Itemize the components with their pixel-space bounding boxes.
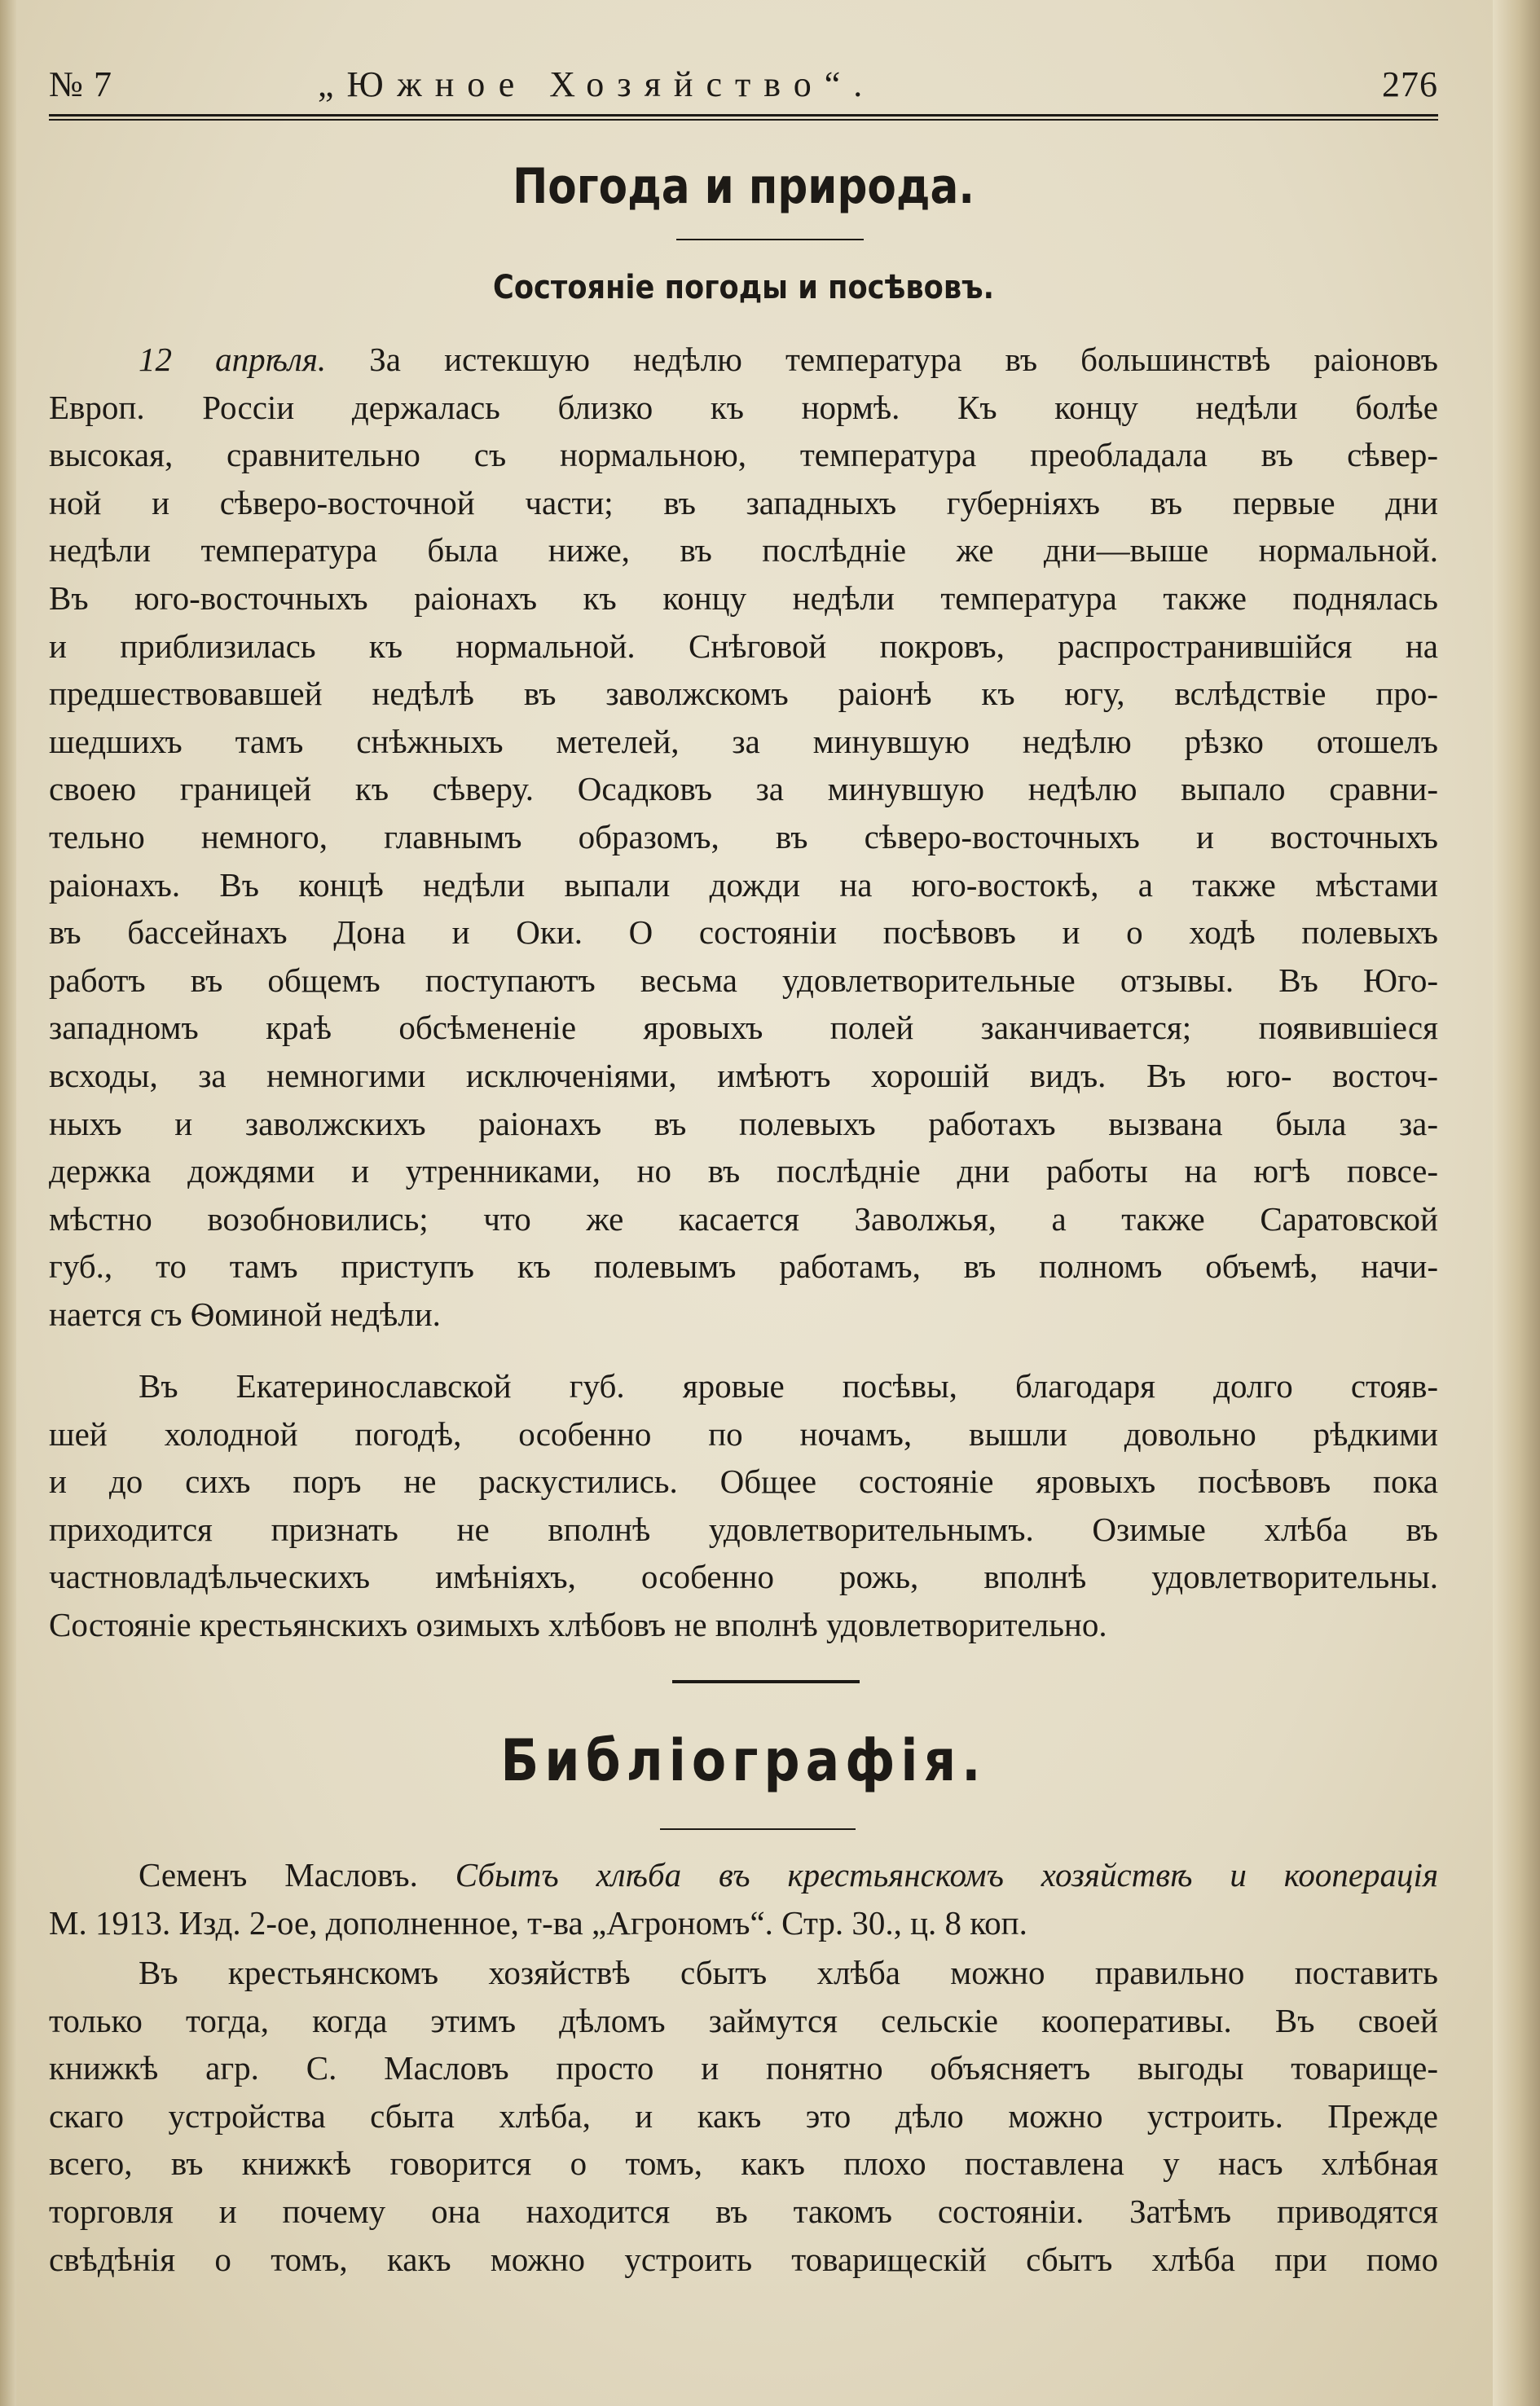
running-head — [49, 64, 1438, 112]
weather-paragraph-1 — [49, 336, 1438, 1338]
report-date: 12 апрѣля. — [139, 341, 327, 378]
paragraph-line: торговля и почему она находится въ такомъ состояніи. Затѣмъ приводятся — [49, 2192, 1438, 2230]
paragraph-line: только тогда, когда этимъ дѣломъ займутся сельскіе кооперативы. Въ своей — [49, 2001, 1438, 2039]
paragraph-line: шей холодной погодѣ, особенно по ночамъ, вышли довольно рѣдкими — [49, 1414, 1438, 1453]
paragraph-line: приходится признать не вполнѣ удовлетворительнымъ. Озимые хлѣба въ — [49, 1510, 1438, 1548]
paragraph-line: всходы, за немногими исключеніями, имѣютъ хорошій видъ. Въ юго- восточ- — [49, 1056, 1438, 1094]
page-left-shadow — [0, 0, 16, 2406]
issue-number: № 7 — [49, 64, 112, 104]
paragraph-line: скаго устройства сбыта хлѣба, и какъ это дѣло можно устроить. Прежде — [49, 2096, 1438, 2135]
paragraph-line: своею границей къ сѣверу. Осадковъ за минувшую недѣлю выпало сравни- — [49, 770, 1438, 808]
book-author: Семенъ Масловъ. — [139, 1856, 418, 1894]
paragraph-line: частновладѣльческихъ имѣніяхъ, особенно рожь, вполнѣ удовлетворительны. — [49, 1558, 1438, 1596]
paragraph-line: 12 апрѣля. За истекшую недѣлю температура въ большинствѣ раіоновъ — [139, 341, 1438, 378]
paragraph-line: Въ юго-восточныхъ раіонахъ къ концу недѣли температура также поднялась — [49, 578, 1438, 617]
book-citation — [49, 1851, 1438, 1946]
paragraph-line: мѣстно возобновились; что же касается Заволжья, а также Саратовской — [49, 1199, 1438, 1238]
paragraph-line: раіонахъ. Въ концѣ недѣли выпали дожди на юго-востокѣ, а также мѣстами — [49, 865, 1438, 904]
weather-paragraph-2 — [49, 1362, 1438, 1649]
paragraph-line: предшествовавшей недѣлѣ въ заволжскомъ раіонѣ къ югу, вслѣдствіе про- — [49, 675, 1438, 713]
page-binding-edge — [1493, 0, 1540, 2406]
section-separator-rule — [672, 1680, 860, 1683]
paragraph-line: тельно немного, главнымъ образомъ, въ сѣверо-восточныхъ и восточныхъ — [49, 817, 1438, 856]
paragraph-line: Въ крестьянскомъ хозяйствѣ сбытъ хлѣба можно правильно поставить — [139, 1954, 1438, 1991]
title-underline-rule — [676, 239, 864, 240]
header-rule — [49, 114, 1438, 117]
header-rule-thin — [49, 119, 1438, 121]
paragraph-line: недѣли температура была ниже, въ послѣдніе же дни—выше нормальной. — [49, 531, 1438, 570]
paragraph-line: Состояніе крестьянскихъ озимыхъ хлѣбовъ не вполнѣ удовлетворительно. — [49, 1605, 1107, 1643]
subtitle-weather-crops: Состояніе погоды и посѣвовъ. — [493, 269, 994, 306]
title-underline-rule — [660, 1828, 856, 1830]
paragraph-line: работъ въ общемъ поступаютъ весьма удовлетворительные отзывы. Въ Юго- — [49, 961, 1438, 999]
page-number: 276 — [1382, 64, 1438, 104]
citation-line — [49, 1851, 1438, 1899]
paragraph-line: держка дождями и утренниками, но въ послѣдніе дни работы на югѣ повсе- — [49, 1152, 1438, 1190]
paragraph-line: свѣдѣнія о томъ, какъ можно устроить товарищескій сбытъ хлѣба при помо — [49, 2240, 1438, 2278]
section-title-bibliography: Библіографія. — [500, 1727, 987, 1794]
paragraph-line: и до сихъ поръ не раскустились. Общее состояніе яровыхъ посѣвовъ пока — [49, 1463, 1438, 1501]
book-title: Сбытъ хлѣба въ крестьянскомъ хозяйствѣ и кооперація — [455, 1856, 1439, 1894]
paragraph-line: высокая, сравнительно съ нормальною, температура преобладала въ сѣвер- — [49, 436, 1438, 474]
paragraph-line: западномъ краѣ обсѣмененіе яровыхъ полей заканчивается; появившіеся — [49, 1009, 1438, 1047]
book-details: М. 1913. Изд. 2-ое, дополненное, т-ва „Агрономъ“. Стр. 30., ц. 8 коп. — [49, 1903, 1027, 1942]
paragraph-line: Европ. Россіи держалась близко къ нормѣ. Къ концу недѣли болѣе — [49, 388, 1438, 426]
paragraph-line: нается съ Ѳоминой недѣли. — [49, 1295, 441, 1333]
paragraph-line: всего, въ книжкѣ говорится о томъ, какъ плохо поставлена у насъ хлѣбная — [49, 2144, 1438, 2183]
paragraph-line: въ бассейнахъ Дона и Оки. О состояніи посѣвовъ и о ходѣ полевыхъ — [49, 913, 1438, 952]
paragraph-line: ной и сѣверо-восточной части; въ западныхъ губерніяхъ въ первые дни — [49, 483, 1438, 521]
paragraph-line: шедшихъ тамъ снѣжныхъ метелей, за минувшую недѣлю рѣзко отошелъ — [49, 722, 1438, 760]
paragraph-line: и приблизилась къ нормальной. Снѣговой покровъ, распространившійся на — [49, 627, 1438, 665]
paragraph-line: ныхъ и заволжскихъ раіонахъ въ полевыхъ работахъ вызвана была за- — [49, 1104, 1438, 1142]
paragraph-line: книжкѣ агр. С. Масловъ просто и понятно объясняетъ выгоды товарище- — [49, 2049, 1438, 2087]
paragraph-line: губ., то тамъ приступъ къ полевымъ работамъ, въ полномъ объемѣ, начи- — [49, 1247, 1438, 1286]
section-title-weather: Погода и природа. — [513, 158, 975, 215]
paragraph-line: Въ Екатеринославской губ. яровые посѣвы, благодаря долго стояв- — [139, 1367, 1438, 1405]
review-paragraph — [49, 1949, 1438, 2283]
journal-title: „Южное Хозяйство“. — [318, 64, 876, 104]
